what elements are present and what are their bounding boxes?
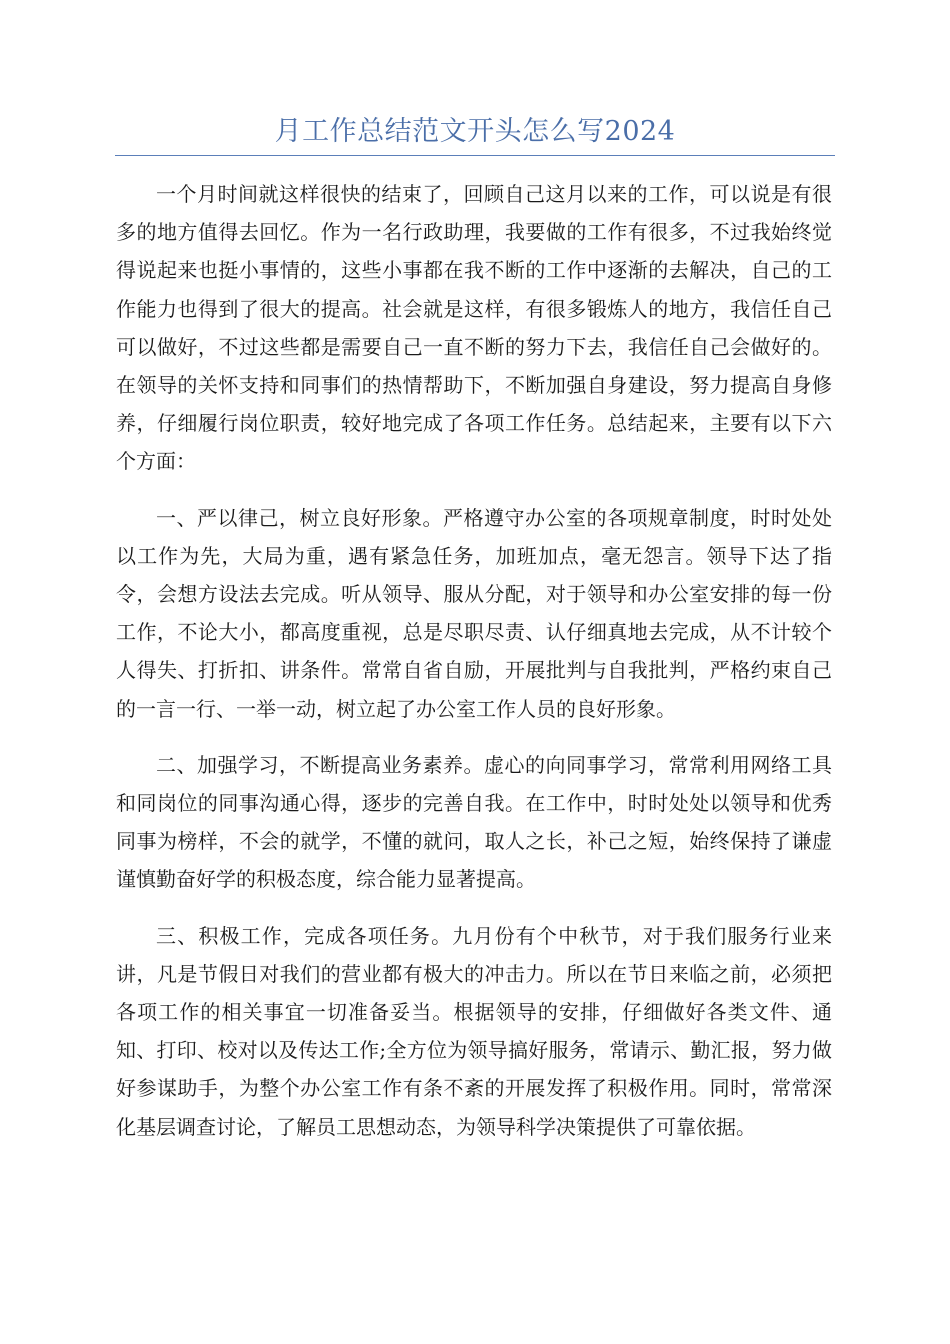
- page-title: 月工作总结范文开头怎么写2024: [274, 116, 676, 147]
- paragraph-section-2: 二、加强学习，不断提高业务素养。虚心的向同事学习，常常利用网络工具和同岗位的同事沟通心得，逐步的完善自我。在工作中，时时处处以领导和优秀同事为榜样，不会的就学，不懂的就问，取人之长，补己之短，始终保持了谦虚谨慎勤奋好学的积极态度，综合能力显著提高。: [116, 752, 832, 892]
- paragraph-intro: 一个月时间就这样很快的结束了，回顾自己这月以来的工作，可以说是有很多的地方值得去回忆。作为一名行政助理，我要做的工作有很多，不过我始终觉得说起来也挺小事情的，这些小事都在我不断的工作中逐渐的去解决，自己的工作能力也得到了很大的提高。社会就是这样，有很多锻炼人的地方，我信任自己可以做好，不过这些都是需要自己一直不断的努力下去，我信任自己会做好的。在领导的关怀支持和同事们的热情帮助下，不断加强自身建设，努力提高自身修养，仔细履行岗位职责，较好地完成了各项工作任务。总结起来，主要有以下六个方面：: [116, 182, 832, 474]
- paragraph-section-3: 三、积极工作，完成各项任务。九月份有个中秋节，对于我们服务行业来讲，凡是节假日对我们的营业都有极大的冲击力。所以在节日来临之前，必须把各项工作的相关事宜一切准备妥当。根据领导的安排，仔细做好各类文件、通知、打印、校对以及传达工作;全方位为领导搞好服务，常请示、勤汇报，努力做好参谋助手，为整个办公室工作有条不紊的开展发挥了积极作用。同时，常常深化基层调查讨论，了解员工思想动态，为领导科学决策提供了可靠依据。: [116, 923, 832, 1139]
- paragraph-section-1: 一、严以律己，树立良好形象。严格遵守办公室的各项规章制度，时时处处以工作为先，大局为重，遇有紧急任务，加班加点，毫无怨言。领导下达了指令，会想方设法去完成。听从领导、服从分配，对于领导和办公室安排的每一份工作，不论大小，都高度重视，总是尽职尽责、认仔细真地去完成，从不计较个人得失、打折扣、讲条件。常常自省自励，开展批判与自我批判，严格约束自己的一言一行、一举一动，树立起了办公室工作人员的良好形象。: [116, 505, 832, 721]
- title-underline: [115, 155, 835, 156]
- document-body: [116, 175, 832, 1164]
